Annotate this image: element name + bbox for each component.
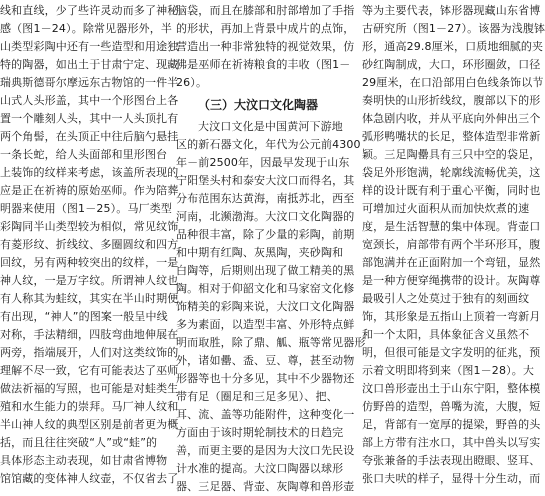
text-line: 古研究所（图1－27）。该器为浅腹钵 bbox=[362, 22, 545, 35]
text-line: 样的设计既有利于重心平衡，同时也 bbox=[362, 184, 541, 197]
text-line: 半山神人纹的典型区别是前者更为概 bbox=[0, 418, 179, 431]
text-line: 最吸引人之处莫过于独有的刻画纹 bbox=[362, 292, 530, 305]
text-line: 一条长蛇，给人头面部和里形图台 bbox=[0, 148, 168, 161]
text-line: 理解不尽一致，它有可能表达了巫师 bbox=[0, 364, 179, 377]
text-line: 山类型彩陶中还有一些造型和用途独 bbox=[0, 40, 179, 53]
text-line: 彩陶同半山类型较为相似，常见纹饰 bbox=[0, 220, 179, 233]
text-line: 夸张兼备的手法表现出瞪眼、竖耳、 bbox=[362, 454, 541, 467]
text-line: 26）。 bbox=[176, 76, 208, 89]
text-line: 品种很丰富，除了少量的彩陶，前期 bbox=[176, 228, 355, 241]
text-line: 大汶口文化是中国黄河下游地 bbox=[198, 120, 343, 133]
text-line: 具体形态主动表现，如甘肃省博物 bbox=[0, 454, 168, 467]
text-line: 外，诸如罍、盉、豆、尊，甚至动物 bbox=[176, 354, 355, 367]
text-line: 仿野兽的造型，兽嘴为流，大腹，短 bbox=[362, 400, 541, 413]
text-line: 馆馆藏的变体神人纹壶，不仅省去了 bbox=[0, 472, 179, 485]
text-line: 有人称其为蛙纹，其实在半山时期便 bbox=[0, 292, 179, 305]
text-line: 袋足外形饱满，轮廓线流畅优美，这 bbox=[362, 166, 541, 179]
text-line: 弧形鸭嘴状的长足，整体造型非常新 bbox=[362, 130, 541, 143]
text-line: 明器来使用（图1－25）。马厂类型 bbox=[0, 202, 173, 215]
text-line: 计水准的提高。大汶口陶器以球形 bbox=[176, 462, 344, 475]
text-line: 带有足（圈足和三足多见）、把、 bbox=[176, 390, 338, 403]
text-line: 可增加过火面积从而加快炊煮的速 bbox=[362, 202, 530, 215]
text-line: 等为主要代表，钵形器现藏山东省博 bbox=[362, 4, 541, 17]
text-line: 山式人头形盖，其中一个形图台上各 bbox=[0, 94, 179, 107]
text-line: 宁阳堡头村和泰安大汶口而得名，其 bbox=[176, 174, 355, 187]
text-line: 陶。相对于仰韶文化和马家窑文化修 bbox=[176, 282, 355, 295]
text-line: 瑞典斯德哥尔摩远东古物馆的一件半 bbox=[0, 76, 179, 89]
text-line: 两个角髻，在头顶正中往后脑勺悬挂 bbox=[0, 130, 179, 143]
text-line: 有出现，“神人”的图案一般呈中线 bbox=[0, 310, 168, 323]
text-line: 置一个雕刻人头，其中一人头顶扎有 bbox=[0, 112, 179, 125]
text-column-left bbox=[0, 2, 179, 485]
text-line: 部饱满并在正面附加一个弯钮，显然 bbox=[362, 256, 541, 269]
text-line: 汶口兽形壶出土于山东宁阳，整体模 bbox=[362, 382, 541, 395]
text-line: 河南，北濒渤海。大汶口文化陶器的 bbox=[176, 210, 355, 223]
text-line: 饰，其形象是五指山上顶着一弯新月 bbox=[362, 310, 541, 323]
text-line: 度，是生活智慧的集中体现。背壶口 bbox=[362, 220, 541, 233]
text-line: 回纹，另有两种较突出的纹样，一是 bbox=[0, 256, 179, 269]
text-line: 形，通高29.8厘米，口质地细腻的夹 bbox=[362, 40, 544, 53]
text-line: 分布范围东达黄海，南抵苏北，西至 bbox=[176, 192, 355, 205]
text-line: 是一种方便穿绳携带的设计。灰陶尊 bbox=[362, 274, 541, 287]
text-line: 殖和水生能力的崇拜。马厂神人纹和 bbox=[0, 400, 179, 413]
text-line: 括，而且往往突破“人”或“蛙”的 bbox=[0, 436, 158, 449]
text-line: 29厘米，在口沿部用白色线条饰以节 bbox=[362, 76, 544, 89]
text-line: 宽颈长，肩部带有两个半环形耳，腹 bbox=[362, 238, 541, 251]
text-line: 特的陶器，如出土于甘肃宁定、现藏 bbox=[0, 58, 179, 71]
text-line: 有菱形纹、折线纹、多圈圆纹和四方 bbox=[0, 238, 179, 251]
text-line: 应是正在祈祷的原始巫师。作为陪葬 bbox=[0, 184, 179, 197]
text-line: 颖。三足陶罍具有三只中空的袋足， bbox=[362, 148, 541, 161]
text-line: 和中期有红陶、灰黑陶，夹砂陶和 bbox=[176, 246, 344, 259]
text-line: 区的新石器文化，年代为公元前4300 bbox=[176, 138, 361, 151]
text-line: 感（图1－24）。除常见器形外，半 bbox=[0, 22, 173, 35]
text-line: 营造出一种非常独特的视觉效果，仿 bbox=[176, 40, 355, 53]
text-line: 部上方带有注水口，其中兽头以写实 bbox=[362, 436, 541, 449]
text-line: 对称，手法精细，四肢弯曲地伸展在 bbox=[0, 328, 179, 341]
text-line: 白陶等，后期则出现了做工精美的黑 bbox=[176, 264, 355, 277]
text-column-middle bbox=[176, 2, 366, 493]
text-line: 明，但很可能是文字发明的征兆，预 bbox=[362, 346, 541, 359]
text-line: 多为素面，以造型丰富、外形特点鲜 bbox=[176, 318, 355, 331]
text-line: 年－前2500年，因最早发现于山东 bbox=[176, 156, 350, 169]
section-heading: （三）大汶口文化陶器 bbox=[198, 98, 319, 112]
text-line: 张口夫吠的样子，显得十分生动，而 bbox=[362, 472, 541, 485]
text-line: 上装饰的纹样来考虑，该盖所表现的 bbox=[0, 166, 179, 179]
text-line: 耳、流、盖等功能附件，这种变化一 bbox=[176, 408, 355, 421]
text-line: 的形状，再加上背景中成片的点饰， bbox=[176, 22, 355, 35]
text-line: 和一个太阳，具体象征含义虽然不 bbox=[362, 328, 530, 341]
text-line: 两旁，指端展开，人们对这类纹饰的 bbox=[0, 346, 179, 359]
text-line: 足，背部有一宽厚的提梁，野兽的头 bbox=[362, 418, 541, 431]
text-line: 器、三足器、背壶、灰陶尊和兽形壶 bbox=[176, 480, 355, 493]
text-line: 神人纹，一是万字纹。所谓神人纹也 bbox=[0, 274, 179, 287]
text-line: 脑袋，而且在膝部和肘部增加了手指 bbox=[176, 4, 355, 17]
text-line: 形器等也十分多见，其中不少器物还 bbox=[176, 372, 355, 385]
text-column-right bbox=[362, 2, 545, 485]
text-line: 方面由于该时期轮制技术的日趋完 bbox=[176, 426, 344, 439]
text-line: 明而取胜，除了鼎、觚、瓶等常见器形 bbox=[176, 336, 366, 349]
text-line: 示着文明即将到来（图1－28）。大 bbox=[362, 364, 535, 377]
text-line: 佛是巫师在祈祷粮食的丰收（图1－ bbox=[176, 58, 351, 71]
text-line: 善，而更主要的是因为大汶口先民设 bbox=[176, 444, 355, 457]
text-line: 线和直线，少了些许灵动而多了神秘 bbox=[0, 4, 179, 17]
text-line: 奏明快的山形折线纹，腹部以下的形 bbox=[362, 94, 541, 107]
text-line: 砂红陶制成，大口，环形圈敛，口径 bbox=[362, 58, 541, 71]
text-line: 体急剧内收，并从平底向外伸出三个 bbox=[362, 112, 541, 125]
text-line: 做法祈福的写照，也可能是对蛙类生 bbox=[0, 382, 179, 395]
text-line: 饰精美的彩陶来说，大汶口文化陶器 bbox=[176, 300, 355, 313]
